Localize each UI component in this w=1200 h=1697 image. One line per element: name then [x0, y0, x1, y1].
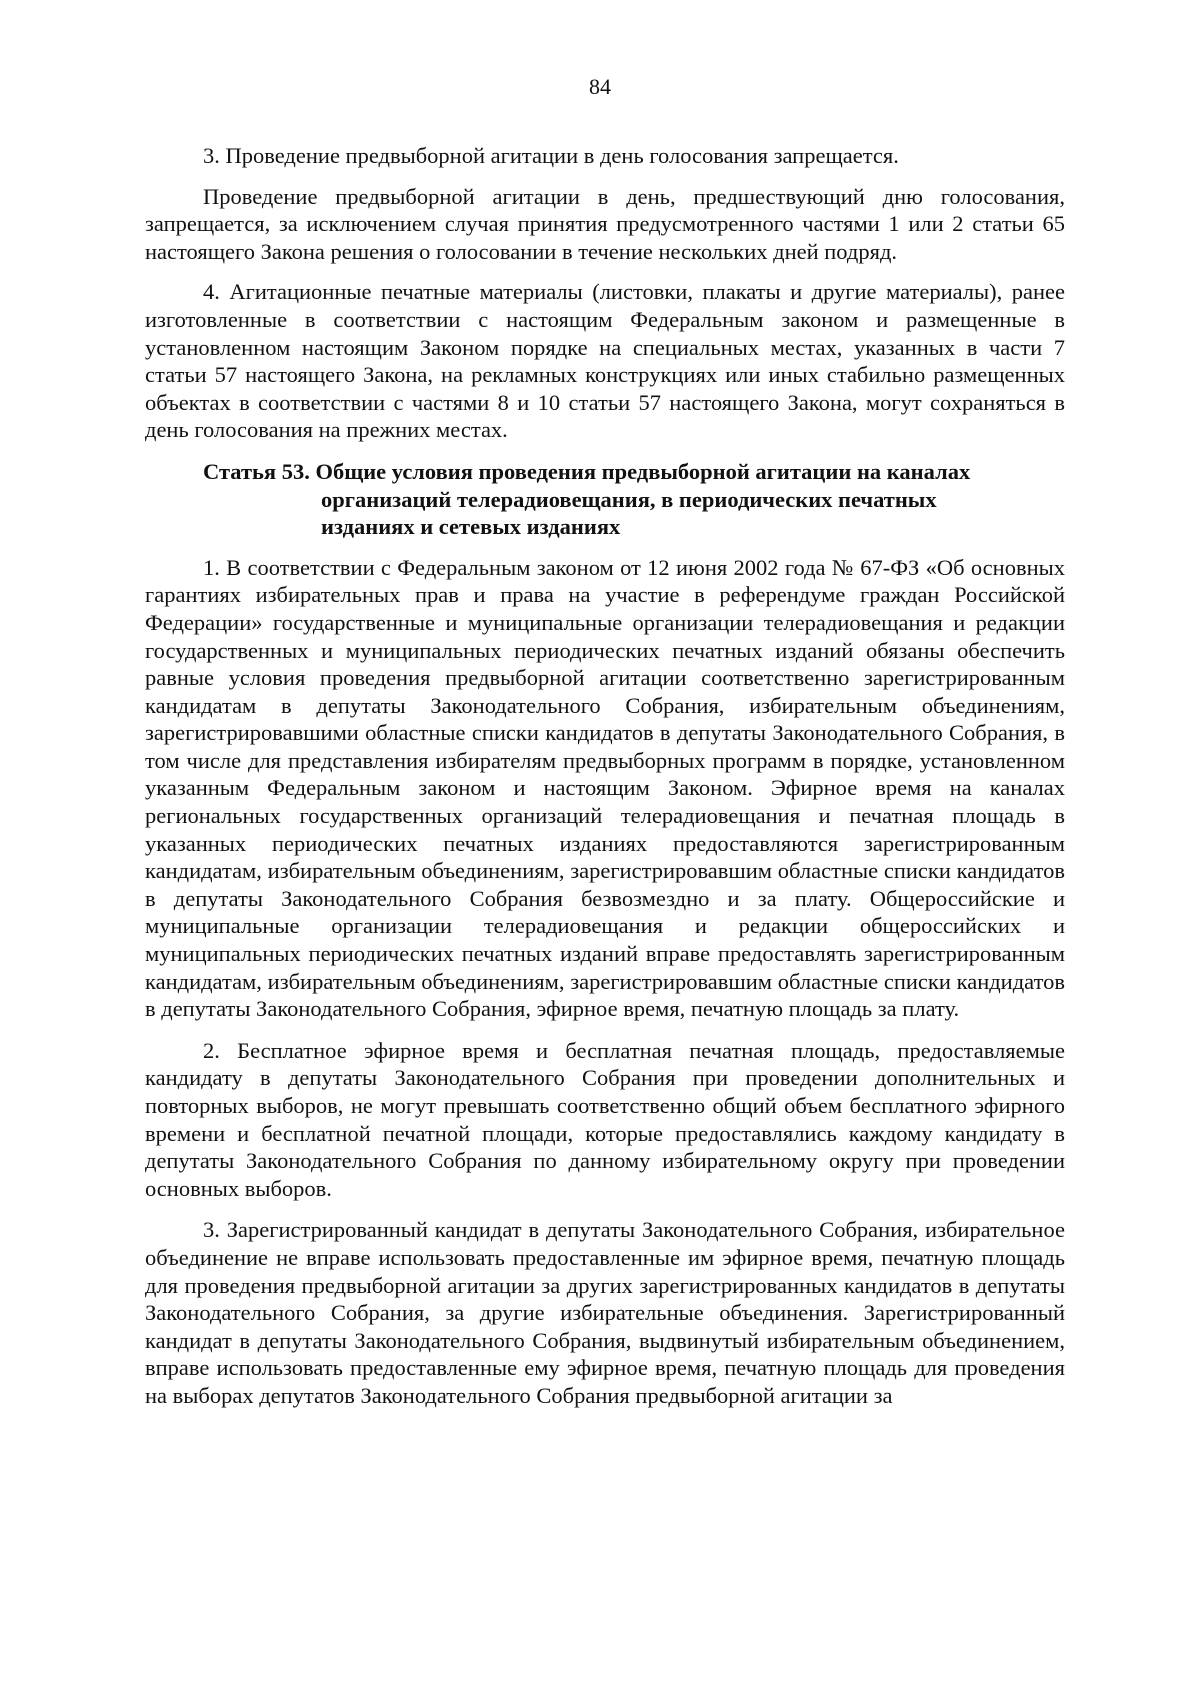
- article-heading-line-1: Статья 53. Общие условия проведения предвыборной агитации на каналах: [203, 458, 971, 484]
- article-53-paragraph-3: 3. Зарегистрированный кандидат в депутаты Законодательного Собрания, избирательное объединение не вправе использовать предоставленные им эфирное время, печатную площадь для проведения предвыборной агитации за других зарегистрированных кандидатов в депутаты Законодательного Собрания, за другие избирательные объединения. Зарегистрированный кандидат в депутаты Законодательного Собрания, выдвинутый избирательным объединением, вправе использовать предоставленные ему эфирное время, печатную площадь для проведения на выборах депутатов Законодательного Собрания предвыборной агитации за: [145, 1217, 1065, 1408]
- article-53-paragraph-2: 2. Бесплатное эфирное время и бесплатная печатная площадь, предоставляемые кандидату в депутаты Законодательного Собрания при проведении дополнительных и повторных выборов, не могут превышать соответственно общий объем бесплатного эфирного времени и бесплатной печатной площади, которые предоставлялись каждому кандидату в депутаты Законодательного Собрания по данному избирательному округу при проведении основных выборов.: [145, 1037, 1065, 1201]
- paragraph-pre-voting-day-ban: Проведение предвыборной агитации в день, предшествующий дню голосования, запрещается, за исключением случая принятия предусмотренного частями 1 или 2 статьи 65 настоящего Закона решения о голосовании в течение нескольких дней подряд.: [145, 183, 1065, 264]
- paragraph-4-printed-materials: 4. Агитационные печатные материалы (листовки, плакаты и другие материалы), ранее изготовленные в соответствии с настоящим Федеральным законом и размещенные в установленном настоящим Законом порядке на специальных местах, указанных в части 7 статьи 57 настоящего Закона, на рекламных конструкциях или иных стабильно размещенных объектах в соответствии с частями 8 и 10 статьи 57 настоящего Закона, могут сохраняться в день голосования на прежних местах.: [145, 279, 1065, 443]
- paragraph-3-voting-day-ban: 3. Проведение предвыборной агитации в день голосования запрещается.: [203, 143, 899, 168]
- page-number: 84: [589, 74, 611, 99]
- document-body: [145, 142, 1065, 1410]
- article-53-heading: [145, 458, 1065, 541]
- article-heading-line-3: изданиях и сетевых изданиях: [321, 514, 621, 540]
- article-53-paragraph-1: 1. В соответствии с Федеральным законом от 12 июня 2002 года № 67-ФЗ «Об основных гарантиях избирательных прав и права на участие в референдуме граждан Российской Федерации» государственные и муниципальные организации телерадиовещания и редакции государственных и муниципальных периодических печатных изданий обязаны обеспечить равные условия проведения предвыборной агитации соответственно зарегистрированным кандидатам в депутаты Законодательного Собрания, избирательным объединениям, зарегистрировавшими областные списки кандидатов в депутаты Законодательного Собрания, в том числе для представления избирателям предвыборных программ в порядке, установленном указанным Федеральным законом и настоящим Законом. Эфирное время на каналах региональных государственных организаций телерадиовещания и печатная площадь в указанных периодических печатных изданиях предоставляются зарегистрированным кандидатам, избирательным объединениям, зарегистрировавшим областные списки кандидатов в депутаты Законодательного Собрания безвозмездно и за плату. Общероссийские и муниципальные организации телерадиовещания и редакции общероссийских и муниципальных периодических печатных изданий вправе предоставлять зарегистрированным кандидатам, избирательным объединениям, зарегистрировавшим областные списки кандидатов в депутаты Законодательного Собрания, эфирное время, печатную площадь за плату.: [145, 554, 1065, 1022]
- article-heading-line-2: организаций телерадиовещания, в периодических печатных: [321, 486, 937, 512]
